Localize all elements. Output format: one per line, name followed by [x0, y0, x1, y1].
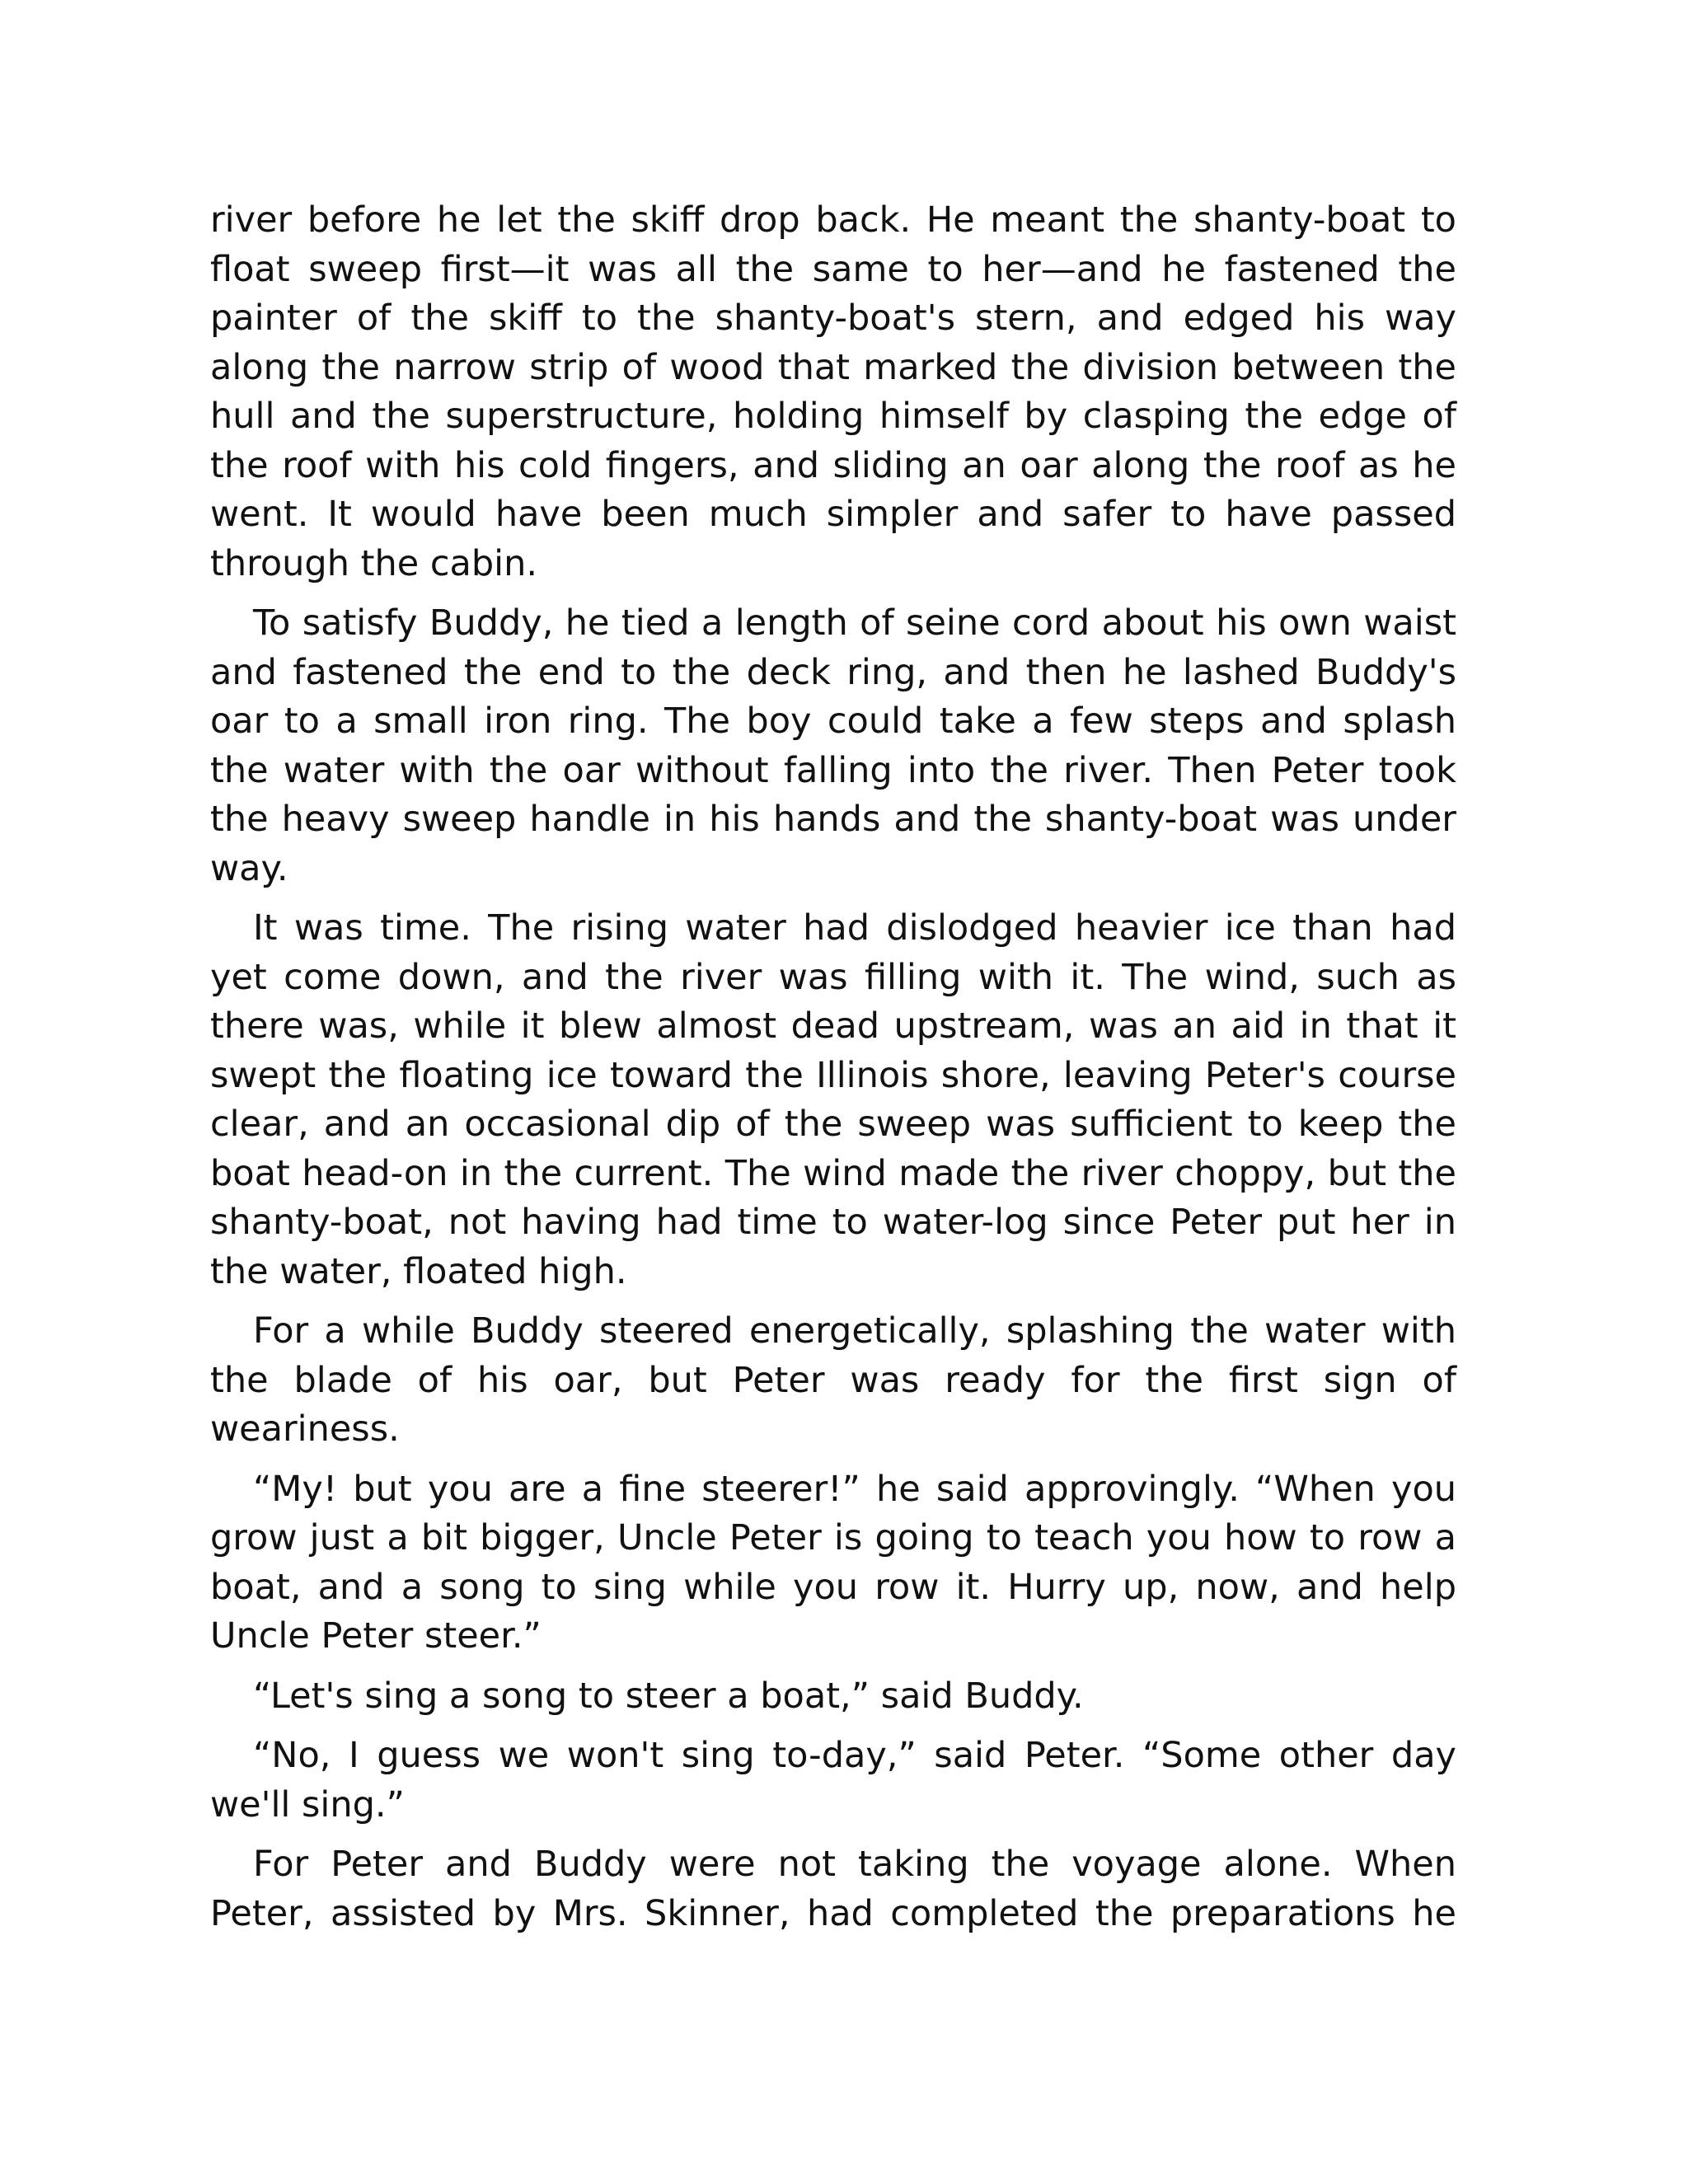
paragraph: “No, I guess we won't sing to-day,” said Peter. “Some other day we'll sing.”	[210, 1735, 1456, 1825]
paragraph: river before he let the skiff drop back. He meant the shanty-boat to float sweep first—it was all the same to her—and he fastened the painter of the skiff to the shanty-boat's stern, and edged his way along the narrow strip of wood that marked the division between the hull and the superstructure, holding himself by clasping the edge of the roof with his cold fingers, and sliding an oar along the roof as he went. It would have been much simpler and safer to have passed through the cabin.	[210, 199, 1456, 584]
paragraph: It was time. The rising water had dislodged heavier ice than had yet come down, and the river was filling with it. The wind, such as there was, while it blew almost dead upstream, was an aid in that it swept the floating ice toward the Illinois shore, leaving Peter's course clear, and an occasional dip of the sweep was sufficient to keep the boat head-on in the current. The wind made the river choppy, but the shanty-boat, not having had time to water-log since Peter put her in the water, floated high.	[210, 907, 1456, 1292]
paragraph: “Let's sing a song to steer a boat,” said Buddy.	[253, 1675, 1084, 1717]
body-text	[210, 196, 1456, 1949]
paragraph: For Peter and Buddy were not taking the voyage alone. When Peter, assisted by Mrs. Skinner, had completed the preparations he	[210, 1844, 1456, 1934]
paragraph: “My! but you are a fine steerer!” he said approvingly. “When you grow just a bit bigger, Uncle Peter is going to teach you how to row a boat, and a song to sing while you row it. Hurry up, now, and help Uncle Peter steer.”	[210, 1468, 1456, 1657]
paragraph: For a while Buddy steered energetically, splashing the water with the blade of his oar, but Peter was ready for the first sign of weariness.	[210, 1310, 1456, 1450]
paragraph: To satisfy Buddy, he tied a length of seine cord about his own waist and fastened the end to the deck ring, and then he lashed Buddy's oar to a small iron ring. The boy could take a few steps and splash the water with the oar without falling into the river. Then Peter took the heavy sweep handle in his hands and the shanty-boat was under way.	[210, 602, 1456, 889]
